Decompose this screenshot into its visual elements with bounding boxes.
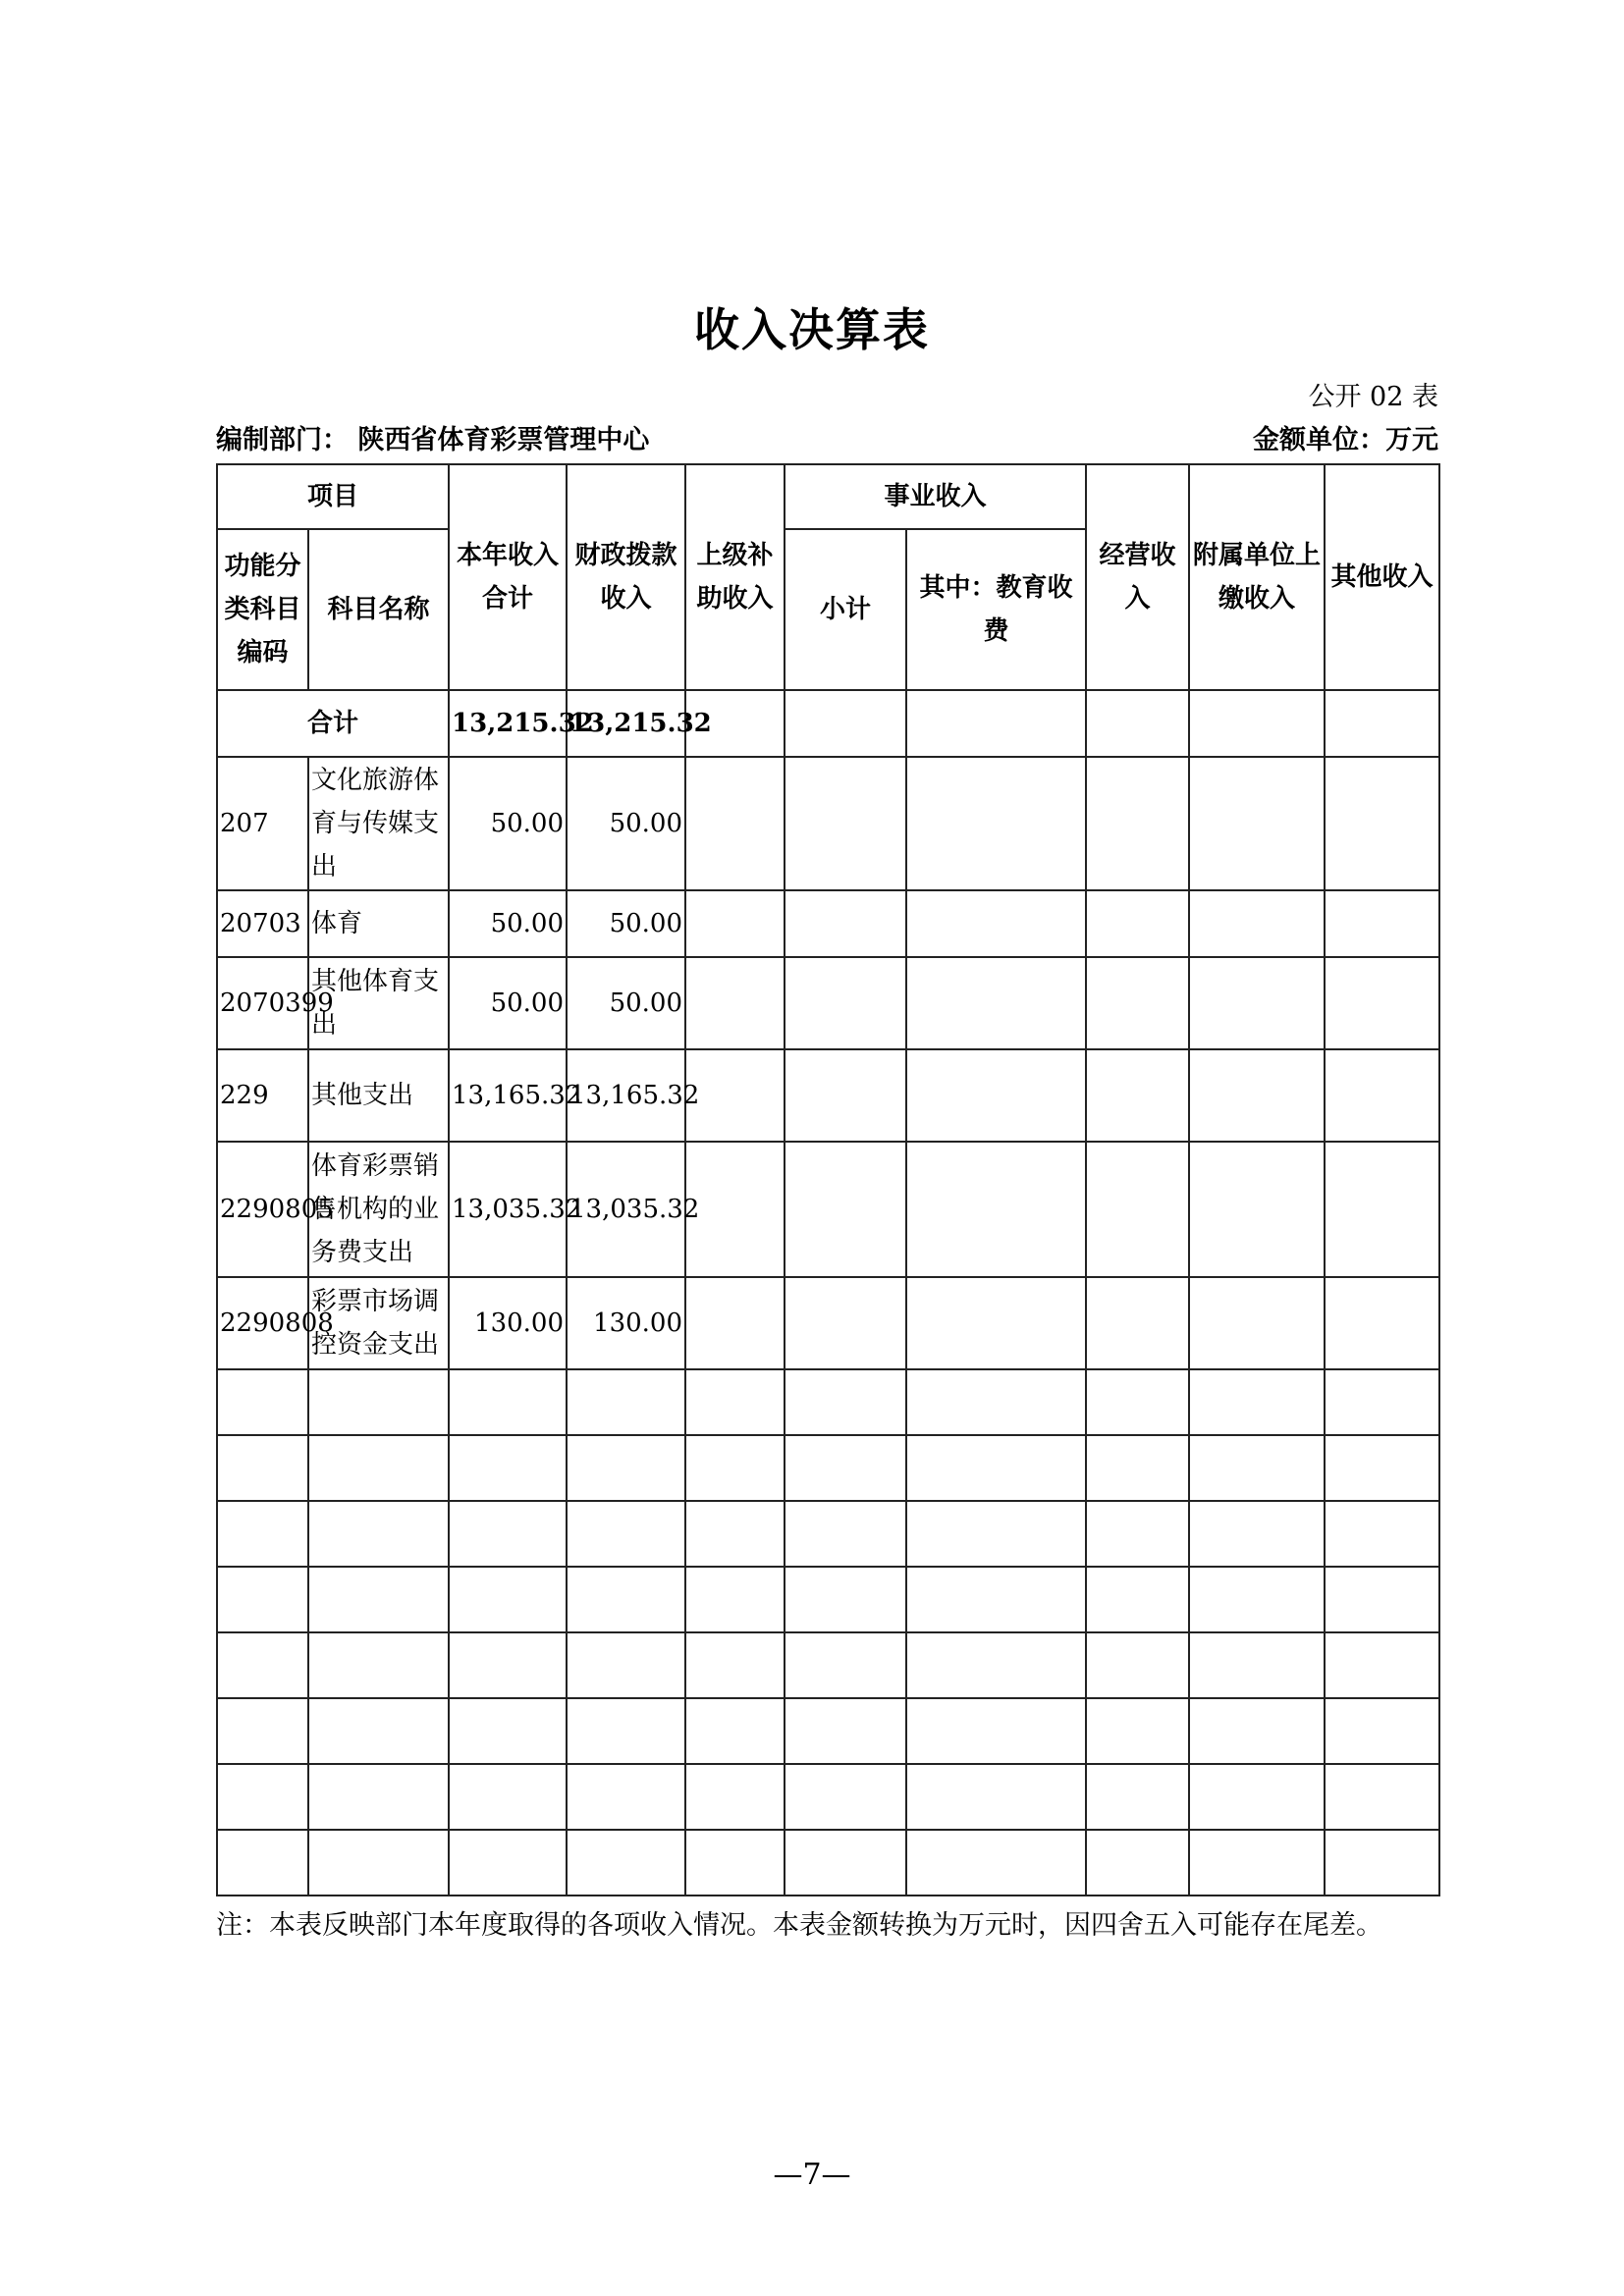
row-fiscal: 13,035.32	[567, 1142, 685, 1277]
header-affiliated: 附属单位上缴收入	[1189, 464, 1325, 690]
row-name: 体育彩票销售机构的业务费支出	[308, 1142, 449, 1277]
page-title: 收入决算表	[694, 303, 930, 356]
row-name: 体育	[308, 890, 449, 957]
total-row	[217, 690, 1439, 757]
header-item: 项目	[217, 464, 449, 529]
header-total-income: 本年收入合计	[449, 464, 567, 690]
header-fiscal: 财政拨款收入	[567, 464, 685, 690]
meta-line	[216, 418, 1438, 456]
row-code: 2290808	[217, 1277, 308, 1369]
header-superior: 上级补助收入	[685, 464, 785, 690]
row-total-income: 130.00	[449, 1277, 567, 1369]
row-code: 2290805	[217, 1142, 308, 1277]
department-name: 陕西省体育彩票管理中心	[357, 425, 650, 455]
table-number: 公开 02 表	[1308, 382, 1438, 412]
row-total-income: 50.00	[449, 957, 567, 1049]
header-func-code: 功能分类科目编码	[217, 529, 308, 690]
row-fiscal: 13,165.32	[567, 1049, 685, 1142]
department-label: 编制部门：	[216, 425, 349, 455]
empty-row	[217, 1698, 1439, 1764]
table-row	[217, 957, 1439, 1049]
table-row	[217, 890, 1439, 957]
row-fiscal: 50.00	[567, 757, 685, 890]
table-row	[217, 1277, 1439, 1369]
header-other: 其他收入	[1325, 464, 1439, 690]
empty-row	[217, 1632, 1439, 1698]
row-total-income: 13,165.32	[449, 1049, 567, 1142]
header-business: 事业收入	[785, 464, 1086, 529]
row-name: 其他支出	[308, 1049, 449, 1142]
empty-row	[217, 1764, 1439, 1830]
table-row	[217, 757, 1439, 890]
header-subject-name: 科目名称	[308, 529, 449, 690]
row-fiscal: 130.00	[567, 1277, 685, 1369]
header-subtotal: 小计	[785, 529, 906, 690]
header-edu-fee: 其中：教育收费	[906, 529, 1086, 690]
empty-row	[217, 1830, 1439, 1896]
row-name: 文化旅游体育与传媒支出	[308, 757, 449, 890]
row-fiscal: 50.00	[567, 890, 685, 957]
total-label: 合计	[217, 690, 449, 757]
row-code: 229	[217, 1049, 308, 1142]
department	[216, 418, 649, 456]
empty-row	[217, 1435, 1439, 1501]
row-code: 207	[217, 757, 308, 890]
total-fiscal: 13,215.32	[567, 690, 685, 757]
row-fiscal: 50.00	[567, 957, 685, 1049]
unit-label: 金额单位：万元	[1253, 425, 1438, 455]
total-income: 13,215.32	[449, 690, 567, 757]
row-code: 20703	[217, 890, 308, 957]
header-operating: 经营收入	[1086, 464, 1189, 690]
table-row	[217, 1049, 1439, 1142]
row-name: 其他体育支出	[308, 957, 449, 1049]
row-total-income: 50.00	[449, 890, 567, 957]
row-name: 彩票市场调控资金支出	[308, 1277, 449, 1369]
row-total-income: 13,035.32	[449, 1142, 567, 1277]
income-table	[216, 463, 1440, 1896]
empty-row	[217, 1567, 1439, 1632]
empty-row	[217, 1501, 1439, 1567]
footnote: 注：本表反映部门本年度取得的各项收入情况。本表金额转换为万元时，因四舍五入可能存在尾差。	[216, 1910, 1382, 1941]
row-total-income: 50.00	[449, 757, 567, 890]
row-code: 2070399	[217, 957, 308, 1049]
empty-row	[217, 1369, 1439, 1435]
table-row	[217, 1142, 1439, 1277]
page-number: —7—	[773, 2158, 851, 2192]
